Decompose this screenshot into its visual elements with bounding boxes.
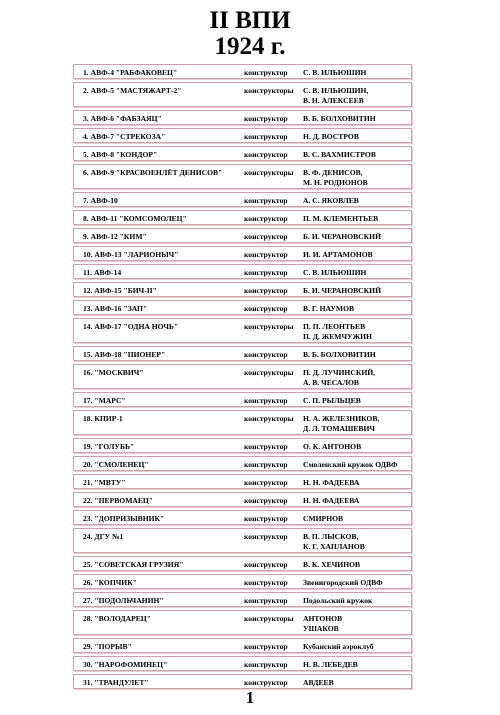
designer-name: Б. И. ЧЕРАНОВСКИЙ (303, 232, 381, 241)
entry-name: 3. АВФ-6 "ФАБЗАЯЦ" (83, 114, 162, 123)
entry-name: 1. АВФ-4 "РАБФАКОВЕЦ" (83, 68, 178, 77)
entry-name: 26. "КОПЧИК" (83, 578, 137, 587)
entry-role: конструкторы (244, 86, 294, 95)
table-row (73, 246, 412, 261)
entry-name: 4. АВФ-7 "СТРЕКОЗА" (83, 132, 166, 141)
designer-name: К. Г. ХАПЛАНОВ (303, 542, 365, 551)
entry-name: 28. "ВОЛОДАРЕЦ" (83, 614, 151, 623)
entry-designers (303, 132, 359, 142)
entry-designers (303, 532, 365, 552)
entry-designers (303, 678, 334, 688)
entry-name: 12. АВФ-15 "БИЧ-II" (83, 286, 157, 295)
designer-name: П. Д. ЖЕМЧУЖИН (303, 332, 372, 341)
entry-designers (303, 168, 368, 188)
table-row (73, 638, 412, 653)
designer-name: СМИРНОВ (303, 514, 344, 523)
table-row (73, 474, 412, 489)
entry-name: 24. ДГУ №1 (83, 532, 124, 541)
entry-role: конструктор (244, 578, 288, 587)
entry-name: 10. АВФ-13 "ЛАРИОНЫЧ" (83, 250, 179, 259)
entry-role: конструктор (244, 196, 288, 205)
table-row (73, 410, 412, 435)
table-row (73, 674, 412, 689)
entry-role: конструктор (244, 214, 288, 223)
designer-name: Подольский кружок (303, 596, 373, 605)
entry-role: конструктор (244, 442, 288, 451)
entry-name: 31. "ТРАНДУЛЕТ" (83, 678, 149, 687)
entry-role: конструктор (244, 286, 288, 295)
entry-name: 11. АВФ-14 (83, 268, 122, 277)
designer-name: В. Г. НАУМОВ (303, 304, 355, 313)
entry-designers (303, 596, 372, 606)
entry-role: конструктор (244, 250, 288, 259)
entry-designers (303, 68, 366, 78)
table-row (73, 492, 412, 507)
table-row (73, 392, 412, 407)
designer-name: Н. А. ЖЕЛЕЗНИКОВ, (303, 414, 380, 423)
designer-name: С. В. ИЛЬЮШИН (303, 68, 367, 77)
table-row (73, 192, 412, 207)
entry-role: конструктор (244, 678, 288, 687)
table-row (73, 164, 412, 189)
designer-name: С. В. ИЛЬЮШИН (303, 268, 367, 277)
entry-name: 9. АВФ-12 "КИМ" (83, 232, 147, 241)
entry-name: 21. "МВТУ" (83, 478, 126, 487)
table-row (73, 128, 412, 143)
entry-designers (303, 578, 383, 588)
designer-name: Смоленский кружок ОДВФ (303, 460, 398, 469)
designer-name: В. Ф. ДЕНИСОВ, (303, 168, 363, 177)
designer-name: Д. Л. ТОМАШЕВИЧ (303, 424, 375, 433)
table-row (73, 574, 412, 589)
entry-role: конструктор (244, 232, 288, 241)
designer-name: О. К. АНТОНОВ (303, 442, 362, 451)
entry-designers (303, 86, 368, 106)
entry-name: 25. "СОВЕТСКАЯ ГРУЗИЯ" (83, 560, 184, 569)
entry-designers (303, 414, 379, 434)
entry-name: 22. "ПЕРВОМАЕЦ" (83, 496, 154, 505)
entry-role: конструктор (244, 560, 288, 569)
entry-name: 6. АВФ-9 "КРАСВОЕНЛЁТ ДЕНИСОВ" (83, 168, 223, 177)
entry-role: конструктор (244, 478, 288, 487)
entry-name: 7. АВФ-10 (83, 196, 118, 205)
page-number: 1 (245, 688, 255, 707)
designer-name: П. П. ЛЕОНТЬЕВ (303, 322, 366, 331)
designer-name: А. В. ЧЕСАЛОВ (303, 378, 359, 387)
designer-name: Б. И. ЧЕРАНОВСКИЙ (303, 286, 381, 295)
designer-name: А. С. ЯКОВЛЕВ (303, 196, 359, 205)
entry-name: 20. "СМОЛЕНЕЦ" (83, 460, 149, 469)
designer-name: В. К. ХЕЧИНОВ (303, 560, 361, 569)
table-row (73, 110, 412, 125)
entry-name: 15. АВФ-18 "ПИОНЕР" (83, 350, 166, 359)
designer-name: П. М. КЛЕМЕНТЬЕВ (303, 214, 379, 223)
entry-role: конструктор (244, 304, 288, 313)
entry-role: конструкторы (244, 368, 294, 377)
entry-designers (303, 114, 376, 124)
table-row (73, 346, 412, 361)
table-row (73, 300, 412, 315)
designer-name: В. Н. АЛЕКСЕЕВ (303, 96, 364, 105)
designer-name: Звенигородский ОДВФ (303, 578, 383, 587)
entry-designers (303, 350, 376, 360)
designer-name: АНТОНОВ (303, 614, 343, 623)
entry-designers (303, 304, 354, 314)
entry-role: конструктор (244, 350, 288, 359)
entry-designers (303, 560, 360, 570)
entry-role: конструктор (244, 114, 288, 123)
page-subtitle-year: 1924 г. (214, 33, 286, 60)
designer-name: П. Д. ЛУЧИНСКИЙ, (303, 368, 376, 377)
table-row (73, 556, 412, 571)
designer-name: В. С. ВАХМИСТРОВ (303, 150, 376, 159)
entry-designers (303, 614, 342, 634)
table-row (73, 610, 412, 635)
entry-role: конструкторы (244, 614, 294, 623)
entry-designers (303, 322, 372, 342)
entry-name: 2. АВФ-5 "МАСТЯЖАРТ-2" (83, 86, 182, 95)
table-row (73, 210, 412, 225)
entry-role: конструктор (244, 642, 288, 651)
designer-name: В. П. ЛЫСКОВ, (303, 532, 359, 541)
entry-role: конструктор (244, 532, 288, 541)
designer-name: М. Н. РОДИОНОВ (303, 178, 368, 187)
entry-designers (303, 286, 381, 296)
entry-role: конструктор (244, 460, 288, 469)
entry-designers (303, 460, 398, 470)
entry-role: конструктор (244, 660, 288, 669)
table-row (73, 228, 412, 243)
entry-name: 23. "ДОПРИЗЫВНИК" (83, 514, 165, 523)
table-row (73, 592, 412, 607)
designer-name: И. И. АРТАМОНОВ (303, 250, 373, 259)
entry-role: конструктор (244, 396, 288, 405)
table-row (73, 528, 412, 553)
entry-role: конструктор (244, 514, 288, 523)
entry-role: конструктор (244, 496, 288, 505)
entry-designers (303, 442, 361, 452)
table-row (73, 656, 412, 671)
entry-role: конструктор (244, 68, 288, 77)
entry-role: конструкторы (244, 168, 294, 177)
table-row (73, 438, 412, 453)
entry-designers (303, 250, 373, 260)
entry-designers (303, 150, 376, 160)
entry-designers (303, 660, 358, 670)
designer-name: Н. В. ЛЕБЕДЕВ (303, 660, 358, 669)
entry-designers (303, 396, 361, 406)
entry-role: конструктор (244, 268, 288, 277)
entry-name: 16. "МОСКВИЧ" (83, 368, 144, 377)
entry-designers (303, 514, 343, 524)
table-row (73, 82, 412, 107)
entry-name: 29. "ПОРЫВ" (83, 642, 132, 651)
entry-name: 30. "НАРОФОМИНЕЦ" (83, 660, 168, 669)
designer-name: Н. Н. ФАДЕЕВА (303, 478, 360, 487)
entries-list (73, 64, 412, 692)
designer-name: В. Б. БОЛХОВИТИН (303, 350, 376, 359)
entry-designers (303, 496, 359, 506)
entry-name: 18. КПИР-1 (83, 414, 123, 423)
page-title: II ВПИ (209, 7, 291, 34)
designer-name: Н. Н. ФАДЕЕВА (303, 496, 360, 505)
table-row (73, 510, 412, 525)
entry-name: 19. "ГОЛУБЬ" (83, 442, 135, 451)
designer-name: АВДЕЕВ (303, 678, 334, 687)
entry-role: конструктор (244, 132, 288, 141)
entry-designers (303, 268, 366, 278)
table-row (73, 282, 412, 297)
entry-role: конструктор (244, 150, 288, 159)
entry-name: 5. АВФ-8 "КОНДОР" (83, 150, 158, 159)
table-row (73, 456, 412, 471)
entry-name: 27. "ПОДОЛЬЧАНИН" (83, 596, 164, 605)
entry-role: конструкторы (244, 414, 294, 423)
table-row (73, 146, 412, 161)
designer-name: УШАКОВ (303, 624, 339, 633)
designer-name: С. П. РЫЛЬЦЕВ (303, 396, 361, 405)
entry-name: 14. АВФ-17 "ОДНА НОЧЬ" (83, 322, 179, 331)
designer-name: Кубанский аэроклуб (303, 642, 374, 651)
designer-name: Н. Д. ВОСТРОВ (303, 132, 359, 141)
table-row (73, 318, 412, 343)
designer-name: С. В. ИЛЬЮШИН, (303, 86, 369, 95)
entry-name: 17. "МАРС" (83, 396, 126, 405)
entry-designers (303, 196, 359, 206)
entry-designers (303, 232, 381, 242)
table-row (73, 264, 412, 279)
entry-name: 13. АВФ-16 "ЗАП" (83, 304, 148, 313)
entry-designers (303, 214, 378, 224)
entry-designers (303, 478, 359, 488)
table-row (73, 364, 412, 389)
entry-name: 8. АВФ-11 "КОМСОМОЛЕЦ" (83, 214, 187, 223)
entry-role: конструкторы (244, 322, 294, 331)
entry-role: конструктор (244, 596, 288, 605)
entry-designers (303, 642, 374, 652)
entry-designers (303, 368, 375, 388)
designer-name: В. Б. БОЛХОВИТИН (303, 114, 376, 123)
table-row (73, 64, 412, 79)
